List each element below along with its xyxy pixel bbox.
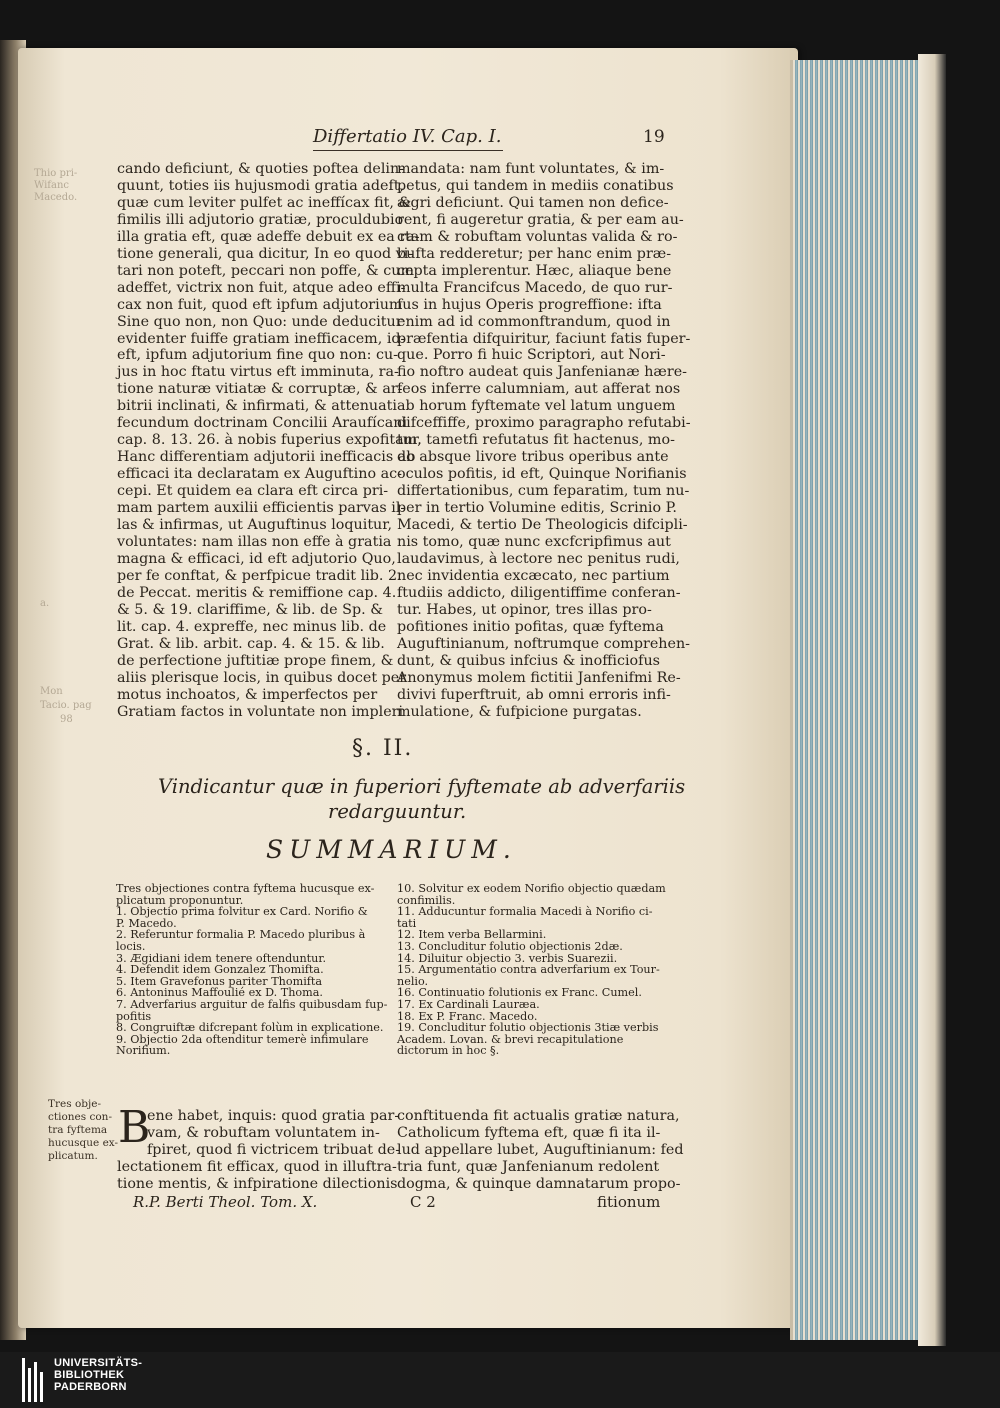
text-line: hucusque ex- — [48, 1137, 119, 1149]
page-fore-edge — [790, 60, 921, 1340]
text-line: multa Francifcus Macedo, de quo rur- — [397, 279, 673, 296]
text-line: difceffiffe, proximo paragrapho refutabi- — [397, 415, 691, 432]
text-line: Tres obje- — [48, 1098, 102, 1110]
section-title-cont: redarguuntur. — [328, 800, 467, 823]
text-line: mulatione, & fufpicione purgatas. — [397, 703, 642, 720]
text-line: 5. Item Gravefonus pariter Thomifta — [116, 974, 323, 988]
text-line: divivi fuperftruit, ab omni erroris infi- — [397, 686, 671, 703]
bleed-through: Thio pri- Wifanc Macedo. — [34, 168, 78, 203]
margin-note — [48, 1098, 118, 1163]
text-line: per in tertio Volumine editis, Scrinio P. — [397, 500, 677, 517]
text-line: 4. Defendit idem Gonzalez Thomifta. — [116, 963, 324, 977]
text-line: & 5. & 19. clariffime, & lib. de Sp. & — [117, 601, 383, 618]
section-title: Vindicantur quæ in fuperiori fyftemate ab adverfariis — [158, 775, 686, 798]
text-line: cax non fuit, quod eft ipfum adjutorium — [117, 296, 403, 313]
text-line: 15. Argumentatio contra adverfarium ex Tour- — [397, 963, 660, 977]
text-line: evidenter fuiffe gratiam inefficacem, id- — [117, 330, 406, 347]
text-line: differtationibus, cum feparatim, tum nu- — [397, 483, 690, 500]
right-column — [397, 161, 691, 720]
bleed-text: Mon — [40, 686, 63, 697]
text-line: voluntates: nam illas non effe à gratia — [117, 533, 392, 550]
footer-author: R.P. Berti Theol. Tom. X. — [133, 1193, 318, 1211]
text-line: 6. Antoninus Maffoulié ex D. Thoma. — [116, 986, 323, 1000]
text-line: Auguftinianum, noftrumque comprehen- — [397, 635, 691, 652]
text-line: lit. cap. 4. expreffe, nec minus lib. de — [117, 618, 387, 635]
text-line: tati — [397, 916, 417, 930]
text-line: 11. Adducuntur formalia Macedi à Norifio ci- — [397, 905, 653, 919]
text-line: jus in hoc ftatu virtus eft imminuta, ra- — [117, 364, 399, 381]
text-line: illa gratia eft, quæ adeffe debuit ex ea ra- — [117, 228, 420, 245]
text-line: dogma, & quinque damnatarum propo- — [397, 1176, 681, 1192]
text-line: 13. Concluditur folutio objectionis 2dæ. — [397, 939, 623, 953]
text-line: rent, fi augeretur gratia, & per eam au- — [397, 211, 684, 228]
body-line: fpiret, quod fi victricem tribuat de- — [147, 1142, 401, 1158]
text-line: nec invidentia excæcato, nec partium — [397, 567, 670, 584]
text-line: pofitis — [116, 1009, 152, 1023]
text-line: 8. Congruiftæ difcrepant folùm in explicatione. — [116, 1021, 384, 1035]
text-line: dunt, & quibus infcius & inofficiofus — [397, 652, 660, 669]
text-line: do absque livore tribus operibus ante — [397, 449, 669, 466]
head-rule — [313, 150, 503, 151]
text-line: per fe conftat, & perfpicue tradit lib. 2. — [117, 567, 402, 584]
text-line: plicatum. — [48, 1150, 98, 1162]
text-line: cap. 8. 13. 26. à nobis fuperius expofitam. — [117, 432, 422, 449]
summary-right-list — [397, 883, 666, 1057]
text-line: Anonymus molem fictitii Janfenifmi Re- — [397, 669, 681, 686]
text-line: 3. Ægidiani idem tenere oftenduntur. — [116, 951, 327, 965]
text-line: 17. Ex Cardinali Lauræa. — [397, 997, 540, 1011]
section-mark: §. II. — [352, 736, 414, 761]
text-line: ctam & robuftam voluntas valida & ro- — [397, 228, 678, 245]
text-line: de Peccat. meritis & remiffione cap. 4. — [117, 584, 397, 601]
text-line: tur, tametfi refutatus fit hactenus, mo- — [397, 432, 675, 449]
text-line: laudavimus, à lectore nec penitus rudi, — [397, 550, 680, 567]
text-line: ab horum fyftemate vel latum unguem — [397, 398, 676, 415]
text-line: que. Porro fi huic Scriptori, aut Nori- — [397, 347, 666, 364]
text-line: lud appellare lubet, Auguftinianum: fed — [397, 1142, 684, 1158]
text-line: P. Macedo. — [116, 916, 177, 930]
text-line: tione naturæ vitiatæ & corruptæ, & ar- — [117, 381, 403, 398]
text-line: enim ad id commonftrandum, quod in — [397, 313, 671, 330]
text-line: pofitiones initio pofitas, quæ fyftema — [397, 618, 664, 635]
text-line: cando deficiunt, & quoties poftea delin- — [117, 161, 405, 177]
body-line: vam, & robuftam voluntatem in- — [147, 1125, 380, 1141]
text-line: nelio. — [397, 974, 429, 988]
page-number: 19 — [643, 127, 665, 147]
text-line: quæ cum leviter pulfet ac ineffícax fit, & — [117, 194, 412, 211]
body-right-column — [397, 1108, 684, 1193]
bleed-text: 98 — [60, 714, 73, 725]
summarium-heading: SUMMARIUM. — [266, 835, 517, 864]
text-line: 9. Objectio 2da oftenditur temerè infimulare — [116, 1032, 369, 1046]
text-line: plicatum proponuntur. — [116, 893, 244, 907]
text-line: Catholicum fyftema eft, quæ fi ita il- — [397, 1125, 661, 1141]
text-line: 19. Concluditur folutio objectionis 3tiæ verbis — [397, 1021, 659, 1035]
text-line: Tres objectiones contra fyftema hucusque ex- — [116, 882, 375, 895]
text-line: las & infirmas, ut Auguftinus loquitur, — [117, 517, 393, 534]
library-name-1: UNIVERSITÄTS- — [54, 1357, 143, 1369]
text-line: 7. Adverfarius arguitur de falfis quibusdam fup- — [116, 997, 388, 1011]
text-line: tur. Habes, ut opinor, tres illas pro- — [397, 601, 652, 618]
text-line: de perfectione juftitiæ prope finem, & — [117, 652, 394, 669]
bleed-text: a. — [40, 598, 50, 609]
text-line: quunt, toties iis hujusmodi gratia adeft, — [117, 177, 405, 194]
text-line: mandata: nam funt voluntates, & im- — [397, 161, 665, 177]
text-line: confimilis. — [397, 893, 456, 907]
text-line: fio noftro audeat quis Janfenianæ hære- — [397, 364, 687, 381]
text-line: conftituenda fit actualis gratiæ natura, — [397, 1108, 680, 1124]
drop-initial: B — [118, 1102, 151, 1153]
text-line: 2. Referuntur formalia P. Macedo pluribus à — [116, 928, 366, 942]
text-line: motus inchoatos, & imperfectos per — [117, 686, 378, 703]
catchword: fitionum — [597, 1193, 661, 1211]
text-line: mam partem auxilii efficientis parvas il- — [117, 500, 406, 517]
text-line: tione generali, qua dicitur, In eo quod vi- — [117, 245, 414, 262]
text-line: oculos pofitis, id eft, Quinque Norifianis — [397, 466, 687, 483]
library-logo-icon — [22, 1358, 48, 1402]
text-line: Academ. Lovan. & brevi recapitulatione — [397, 1032, 624, 1046]
text-line: adeffet, victrix non fuit, atque adeo effi- — [117, 279, 406, 296]
text-line: Grat. & lib. arbit. cap. 4. & 15. & lib. — [117, 635, 385, 652]
text-line: locis. — [116, 939, 146, 953]
signature-mark: C 2 — [410, 1193, 436, 1211]
text-line: ctiones con- — [48, 1111, 112, 1123]
text-line: fecundum doctrinam Concilii Araufícani — [117, 415, 408, 432]
text-line: tria funt, quæ Janfenianum redolent — [397, 1159, 660, 1175]
text-line: feos inferre calumniam, aut afferat nos — [397, 381, 681, 398]
text-line: aliis plerisque locis, in quibus docet per — [117, 669, 407, 686]
text-line: 12. Item verba Bellarmini. — [397, 928, 547, 942]
summary-left-list — [116, 883, 387, 1057]
text-line: cepta implerentur. Hæc, aliaque bene — [397, 262, 672, 279]
text-line: 14. Diluitur objectio 3. verbis Suarezii. — [397, 951, 618, 965]
text-line: dictorum in hoc §. — [397, 1044, 500, 1058]
text-line: 18. Ex P. Franc. Macedo. — [397, 1009, 538, 1023]
text-line: 1. Objectio prima folvitur ex Card. Norifio & — [116, 905, 368, 919]
text-line: Gratiam factos in voluntate non impleri — [117, 703, 404, 720]
text-line: præfentia difquiritur, faciunt fatis fuper- — [397, 330, 691, 347]
body-line: tione mentis, & infpiratione dilectionis — [117, 1176, 398, 1192]
library-name-3: PADERBORN — [54, 1381, 127, 1393]
text-line: bitrii inclinati, & infirmati, & attenuati — [117, 398, 397, 415]
text-line: cepi. Et quidem ea clara eft circa pri- — [117, 483, 389, 500]
library-logo-bar — [0, 1352, 1000, 1408]
cover-edge — [918, 54, 946, 1346]
bleed-text: Tacio. pag — [40, 700, 92, 711]
running-head: Differtatio IV. Cap. I. — [313, 126, 502, 147]
text-line: eft, ipfum adjutorium fine quo non: cu- — [117, 347, 398, 364]
text-line: tari non poteft, peccari non poffe, & cum — [117, 262, 415, 279]
left-column — [117, 161, 422, 720]
text-line: Sine quo non, non Quo: unde deducitur — [117, 313, 403, 330]
text-line: 10. Solvitur ex eodem Norifio objectio quædam — [397, 882, 666, 895]
text-line: ægri deficiunt. Qui tamen non defice- — [397, 194, 669, 211]
text-line: nis tomo, quæ nunc excfcripfimus aut — [397, 533, 671, 550]
text-line: efficaci ita declaratam ex Auguftino ac- — [117, 466, 402, 483]
body-line: lectationem fit efficax, quod in illuftra- — [117, 1159, 397, 1175]
text-line: tra fyftema — [48, 1124, 108, 1136]
text-line: ftudiis addicto, diligentiffime conferan- — [397, 584, 681, 601]
text-line: fimilis illi adjutorio gratiæ, proculdubio — [117, 211, 404, 228]
text-line: Hanc differentiam adjutorii inefficacis ab — [117, 449, 416, 466]
text-line: 16. Continuatio folutionis ex Franc. Cumel. — [397, 986, 642, 1000]
library-name-2: BIBLIOTHEK — [54, 1369, 125, 1381]
text-line: magna & efficaci, id eft adjutorio Quo, — [117, 550, 396, 567]
text-line: Norifium. — [116, 1044, 171, 1058]
text-line: petus, qui tandem in mediis conatibus — [397, 177, 674, 194]
text-line: bufta redderetur; per hanc enim præ- — [397, 245, 672, 262]
body-line: ene habet, inquis: quod gratia par- — [147, 1108, 400, 1124]
text-line: fus in hujus Operis progreffione: ifta — [397, 296, 662, 313]
text-line: Macedi, & tertio De Theologicis difcipli- — [397, 517, 688, 534]
